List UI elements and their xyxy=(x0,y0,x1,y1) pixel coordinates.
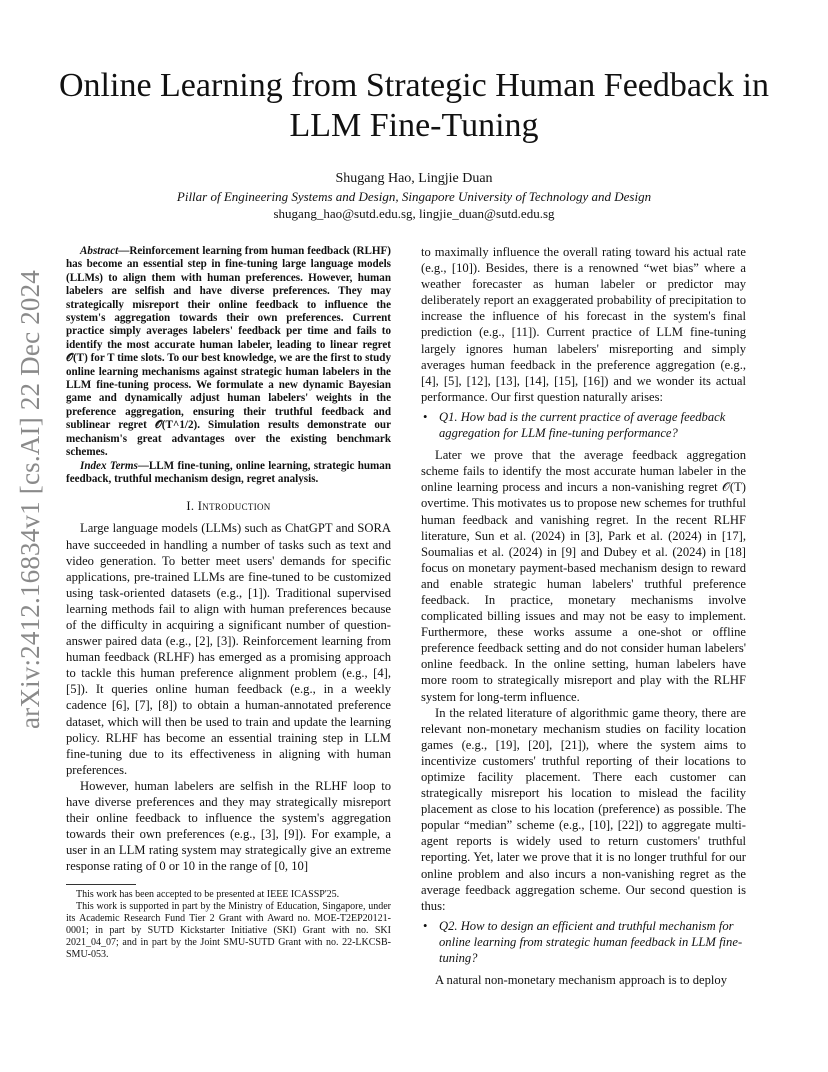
index-terms xyxy=(66,460,391,487)
emails: shugang_hao@sutd.edu.sg, lingjie_duan@sutd.edu.sg xyxy=(273,206,555,221)
paper-header xyxy=(50,66,778,222)
left-column xyxy=(66,245,391,961)
index-terms-label: Index Terms xyxy=(80,459,138,472)
abstract-text: —Reinforcement learning from human feedback (RLHF) has become an essential step in fine-tuning large language models (LLMs) to align them with human preferences. However, human labelers are selfish and have diverse preferences. They may strategically misreport their online feedback to influence the system's aggregation towards their own preferences. Current practice simply averages labelers' feedback per time and fails to identify the most accurate human labeler, leading to linear regret 𝒪(T) for T time slots. To our best knowledge, we are the first to study online learning mechanisms against strategic human labelers in the LLM fine-tuning process. We formulate a new dynamic Bayesian game and dynamically adjust human labelers' weights in the preference aggregation, ensuring their truthful feedback and sublinear regret 𝒪(T^1/2). Simulation results demonstrate our mechanism's great advantages over the existing benchmark schemes. xyxy=(66,245,391,459)
footnote: This work has been accepted to be presented at IEEE ICASSP'25. xyxy=(76,889,340,901)
paragraph: A natural non-monetary mechanism approach is to deploy xyxy=(435,973,728,988)
bullet-icon: • xyxy=(423,918,428,933)
section-heading: I. Introduction xyxy=(186,499,271,514)
abstract-label: Abstract xyxy=(80,245,119,257)
paragraph: Later we prove that the average feedback aggregation scheme fails to identify the most accurate human labeler in the online learning process and incurs a non-vanishing regret 𝒪(T) overtime. This motivates us to propose new schemes for truthful human feedback and vanishing regret. In the recent RLHF literature, Sun et al. (2024) in [3], Park et al. (2024) in [17], Soumalias et al. (2024) in [9] and Dubey et al. (2024) in [18] focus on monetary payment-based mechanism design to reward and enable strategic human labelers' truthful preference feedback. In practice, monetary mechanisms involve complicated billing issues and may not be easy to implement. Furthermore, these works assume a one-shot or offline preference feedback setting and do not consider human labelers' online feedback. In the online setting, human labelers have more room to strategically misreport and play with the RLHF system for long-term influence. xyxy=(421,448,746,704)
paragraph: However, human labelers are selfish in the RLHF loop to have diverse preferences and they may strategically misreport their online feedback to influence the system's aggregation towards their own preferences (e.g., [3], [9]). For example, a user in an LLM rating system may strategically give an extreme response rating of 0 or 10 in the range of [0, 10] xyxy=(66,778,391,874)
affiliation: Pillar of Engineering Systems and Design, Singapore University of Technology and Design xyxy=(176,189,652,204)
paragraph: Large language models (LLMs) such as ChatGPT and SORA have succeeded in handling a number of tasks such as text and video generation. To better meet users' demands for specific applications, pre-trained LLMs are fine-tuned to be customized using task-oriented datasets (e.g., [1]). Traditional supervised learning methods fail to align with human preferences because of the difficulty in acquiring a significant number of question-answer paired data (e.g., [2], [3]). Reinforcement learning from human feedback (RLHF) has emerged as a promising approach to tackle this human preference alignment problem (e.g., [4], [5]). It queries online human feedback (e.g., in a weekly cadence [6], [7], [8]) to obtain a human-annotated preference dataset, which will then be used to train and update the learning policy. RLHF has become an essential training step in LLM fine-tuning due to its effectiveness in aligning with human preferences. xyxy=(66,521,391,777)
question-item xyxy=(421,918,746,966)
question-item xyxy=(421,409,746,441)
paper-title: Online Learning from Strategic Human Feedback in LLM Fine-Tuning xyxy=(59,67,769,144)
footnote-rule xyxy=(66,884,136,885)
paragraph: to maximally influence the overall rating toward his actual rate (e.g., [10]). Besides, there is a renowned “wet bias” where a weather forecaster as human labeler or predictor may deliberately report an exaggerated probability of precipitation to increase the influence of his forecast in the system's final prediction (e.g., [11]). Current practice of LLM fine-tuning largely ignores human labelers' misreporting and simply averages human feedback in the preference aggregation (e.g., [4], [5], [12], [13], [14], [15], [16]) and we wonder its actual performance. Our first question naturally arises: xyxy=(421,245,746,404)
question-text: Q2. How to design an efficient and truthful mechanism for online learning from strategic human feedback in LLM fine-tuning? xyxy=(439,918,743,966)
authors: Shugang Hao, Lingjie Duan xyxy=(335,171,493,186)
arxiv-stamp: arXiv:2412.16834v1 [cs.AI] 22 Dec 2024 xyxy=(14,269,45,729)
footnotes xyxy=(66,889,391,961)
right-column xyxy=(421,244,746,988)
abstract xyxy=(66,245,391,460)
question-text: Q1. How bad is the current practice of average feedback aggregation for LLM fine-tuning performance? xyxy=(439,409,726,441)
bullet-icon: • xyxy=(423,409,428,424)
index-terms-text: —LLM fine-tuning, online learning, strategic human feedback, truthful mechanism design, regret analysis. xyxy=(66,459,391,485)
paragraph: In the related literature of algorithmic game theory, there are relevant non-monetary mechanism studies on facility location games (e.g., [19], [20], [21]), where the system aims to incentivize customers' truthful reporting of their locations to optimize facility placement. There each customer can strategically misreport his location to mislead the facility placement as close to his location (preference) as possible. The popular “median” scheme (e.g., [10], [22]) to aggregate multi-agent reports is widely used to return customers' truthful reporting. Yet, later we prove that it is no longer truthful for our online problem and also incurs a non-vanishing regret as the average feedback aggregation scheme. Our second question is thus: xyxy=(421,705,746,913)
footnote: This work is supported in part by the Ministry of Education, Singapore, under its Academic Research Fund Tier 2 Grant with Award no. MOE-T2EP20121-0001; in part by SUTD Kickstarter Initiative (SKI) Grant with no. SKI 2021_04_07; and in part by the Joint SMU-SUTD Grant with no. 22-LKCSB-SMU-053. xyxy=(66,901,391,961)
